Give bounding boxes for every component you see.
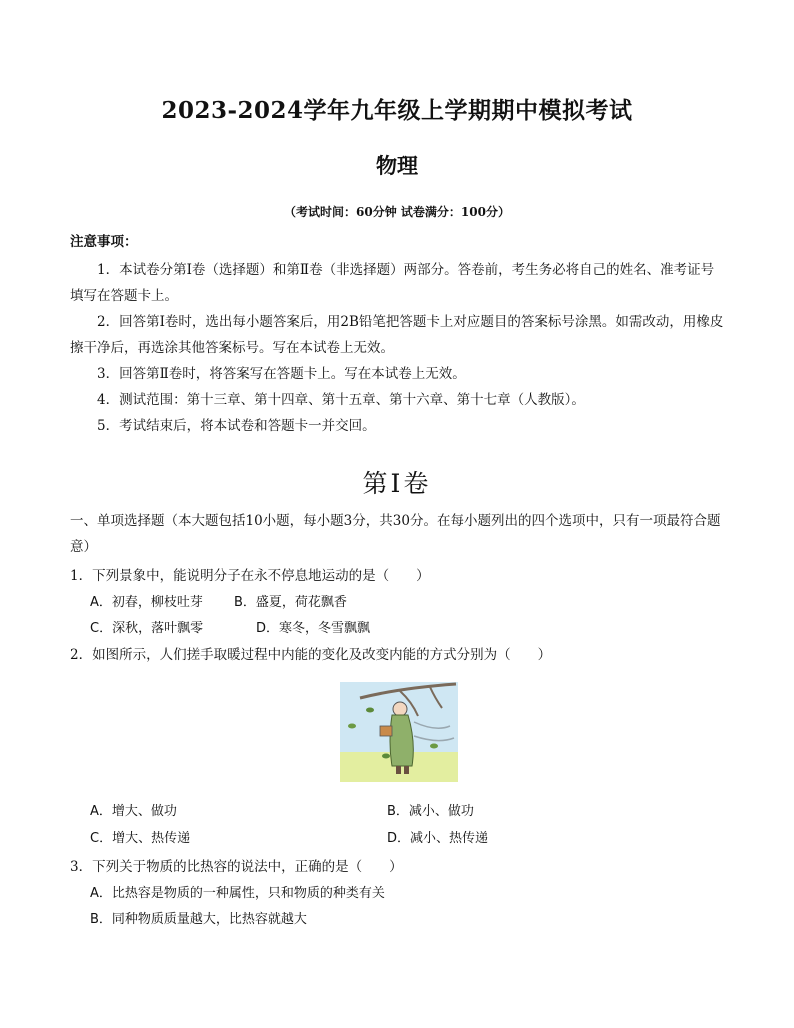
- question-1-option-a: A．初春，柳枝吐芽: [90, 595, 203, 610]
- question-1-option-b: B．盛夏，荷花飘香: [234, 595, 347, 610]
- exam-subject: 物理: [376, 153, 418, 178]
- notice-item: 5．考试结束后，将本试卷和答题卡一并交回。: [97, 418, 376, 434]
- exam-info: （考试时间：60分钟 试卷满分：100分）: [284, 205, 510, 219]
- notice-item: 4．测试范围：第十三章、第十四章、第十五章、第十六章、第十七章（人教版）。: [97, 392, 585, 408]
- notice-heading: 注意事项：: [70, 234, 138, 250]
- question-2-option-c: C．增大、热传递: [90, 831, 191, 846]
- hand-rubbing-illustration: [340, 682, 458, 782]
- question-1-option-c: C．深秋，落叶飘零: [90, 621, 204, 636]
- question-1-stem: 1．下列景象中，能说明分子在永不停息地运动的是（ ）: [70, 568, 430, 584]
- question-3-option-a: A．比热容是物质的一种属性，只和物质的种类有关: [90, 886, 385, 901]
- notice-item: 2．回答第Ⅰ卷时，选出每小题答案后，用2B铅笔把答题卡上对应题目的答案标号涂黑。如需改动，用橡皮擦干净后，再选涂其他答案标号。写在本试卷上无效。: [70, 314, 724, 356]
- question-2-option-b: B．减小、做功: [387, 804, 474, 819]
- question-3-option-b: B．同种物质质量越大，比热容就越大: [90, 912, 307, 927]
- notice-item: 3．回答第Ⅱ卷时，将答案写在答题卡上。写在本试卷上无效。: [97, 366, 466, 382]
- exam-title: 2023-2024学年九年级上学期期中模拟考试: [161, 97, 633, 124]
- question-3-stem: 3．下列关于物质的比热容的说法中，正确的是（ ）: [70, 859, 403, 875]
- question-1-option-d: D．寒冬，冬雪飘飘: [256, 621, 371, 636]
- notice-list: [70, 257, 725, 439]
- section-title: 第Ⅰ卷: [362, 469, 432, 498]
- question-2-option-d: D．减小、热传递: [387, 831, 489, 846]
- question-2-stem: 2．如图所示，人们搓手取暖过程中内能的变化及改变内能的方式分别为（ ）: [70, 647, 552, 663]
- question-2-option-a: A．增大、做功: [90, 804, 177, 819]
- notice-item: 1．本试卷分第Ⅰ卷（选择题）和第Ⅱ卷（非选择题）两部分。答卷前，考生务必将自己的姓名、准考证号填写在答题卡上。: [70, 262, 715, 304]
- part-heading: 一、单项选择题（本大题包括10小题，每小题3分，共30分。在每小题列出的四个选项中，只有一项最符合题意）: [70, 513, 721, 555]
